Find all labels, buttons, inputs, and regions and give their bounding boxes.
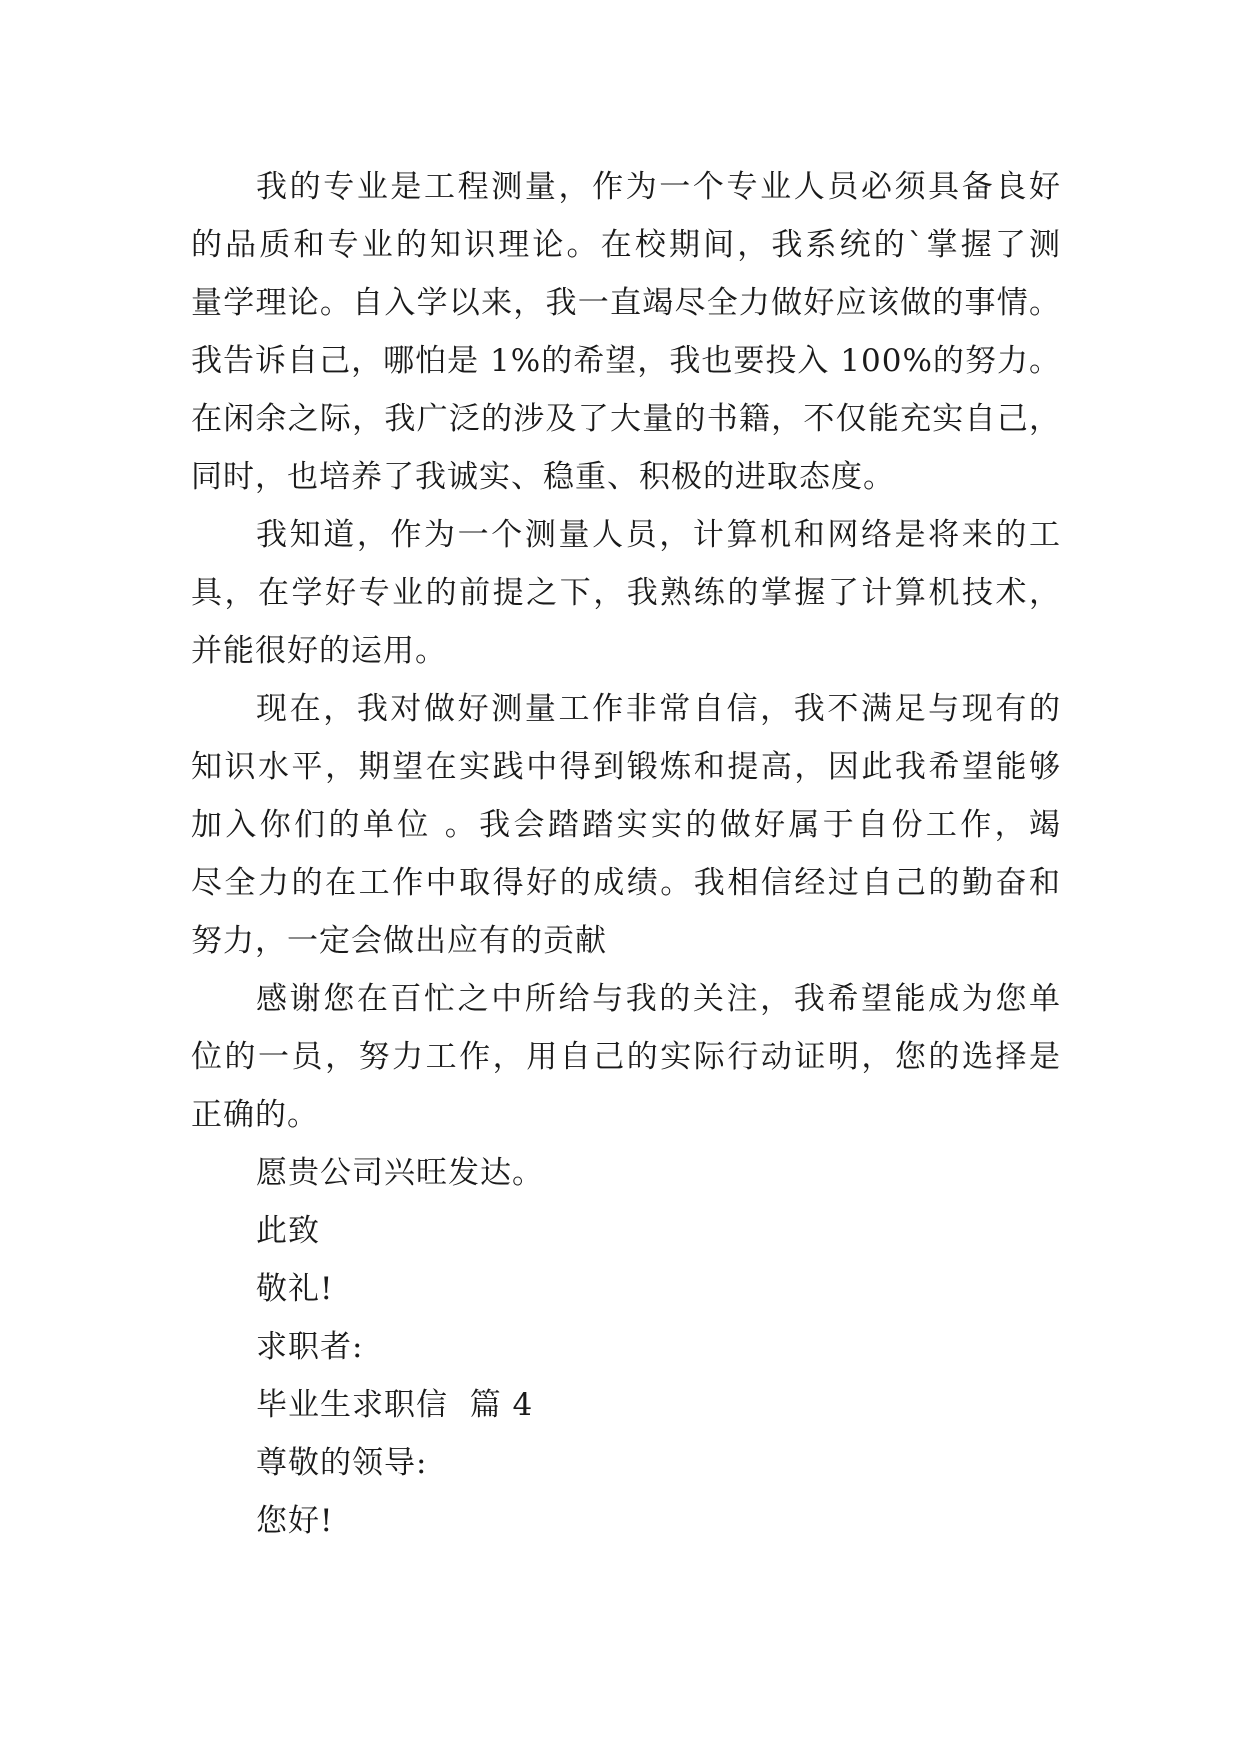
greeting: 您好!	[256, 1503, 334, 1539]
paragraph-3-line-3: 加入你们的单位 。我会踏踏实实的做好属于自份工作，竭	[191, 807, 1061, 843]
paragraph-1-line-2: 的品质和专业的知识理论。在校期间，我系统的`掌握了测	[191, 227, 1061, 263]
paragraph-1-line-6: 同时，也培养了我诚实、稳重、积极的进取态度。	[191, 459, 895, 495]
section-heading: 毕业生求职信 篇 4	[256, 1387, 534, 1423]
salutation: 尊敬的领导:	[256, 1445, 428, 1481]
paragraph-4-line-3: 正确的。	[191, 1097, 319, 1133]
signature-label: 求职者:	[256, 1329, 364, 1365]
paragraph-3-line-5: 努力，一定会做出应有的贡献	[191, 923, 607, 959]
paragraph-1-line-1: 我的专业是工程测量，作为一个专业人员必须具备良好	[256, 169, 1061, 205]
paragraph-1-line-3: 量学理论。自入学以来，我一直竭尽全力做好应该做的事情。	[191, 285, 1061, 321]
paragraph-3-line-2: 知识水平，期望在实践中得到锻炼和提高，因此我希望能够	[191, 749, 1061, 785]
paragraph-3-line-1: 现在，我对做好测量工作非常自信，我不满足与现有的	[256, 691, 1061, 727]
paragraph-3-line-4: 尽全力的在工作中取得好的成绩。我相信经过自己的勤奋和	[191, 865, 1061, 901]
paragraph-2-line-3: 并能很好的运用。	[191, 633, 447, 669]
paragraph-1-line-4: 我告诉自己，哪怕是 1%的希望，我也要投入 100%的努力。	[191, 343, 1061, 379]
closing-wish: 愿贵公司兴旺发达。	[256, 1155, 544, 1191]
paragraph-1-line-5: 在闲余之际，我广泛的涉及了大量的书籍，不仅能充实自己，	[191, 401, 1061, 437]
paragraph-2-line-2: 具，在学好专业的前提之下，我熟练的掌握了计算机技术，	[191, 575, 1061, 611]
closing-jingli: 敬礼!	[256, 1271, 334, 1307]
paragraph-4-line-2: 位的一员，努力工作，用自己的实际行动证明，您的选择是	[191, 1039, 1061, 1075]
paragraph-4-line-1: 感谢您在百忙之中所给与我的关注，我希望能成为您单	[256, 981, 1061, 1017]
paragraph-2-line-1: 我知道，作为一个测量人员，计算机和网络是将来的工	[256, 517, 1061, 553]
closing-cizhi: 此致	[256, 1213, 320, 1249]
letter-body	[191, 158, 1061, 1550]
